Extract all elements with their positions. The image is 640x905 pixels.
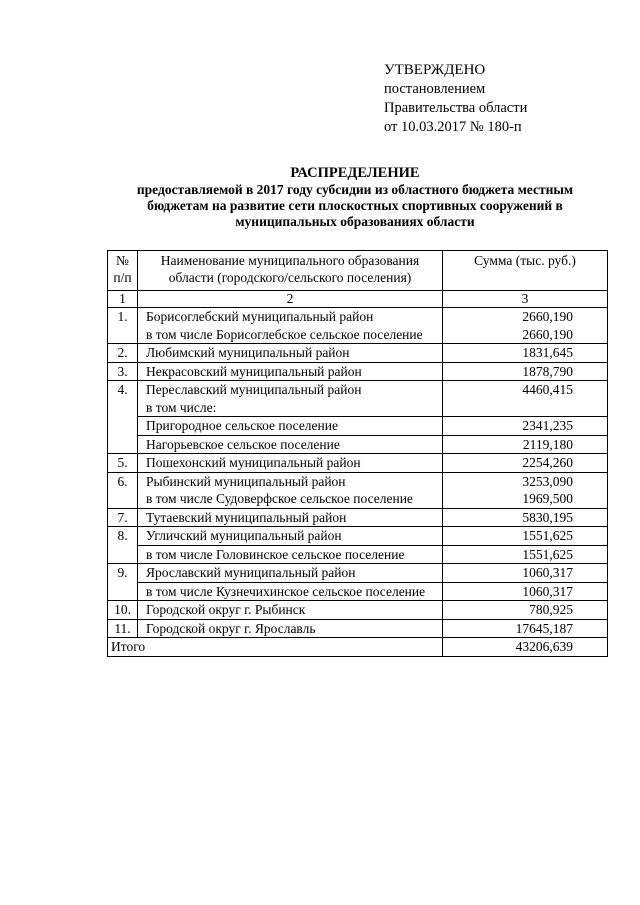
row-sum: 1878,790 <box>522 363 573 379</box>
row-name: Борисоглебский муниципальный район <box>146 309 374 324</box>
header-sum: Сумма (тыс. руб.) <box>443 251 608 291</box>
row-sum <box>443 399 573 417</box>
row-name: Тутаевский муниципальный район <box>146 509 347 525</box>
row-sum-cell <box>443 508 608 527</box>
row-sum: 1831,645 <box>522 345 573 360</box>
row-name-cell <box>138 362 443 381</box>
row-sum-cell <box>443 344 608 363</box>
row-number: 9. <box>108 564 138 601</box>
title-main: РАСПРЕДЕЛЕНИЕ <box>290 165 420 181</box>
column-number: 2 <box>138 291 443 308</box>
row-sum: 3253,090 <box>522 473 573 489</box>
row-number: 10. <box>108 601 138 620</box>
table-row <box>108 527 608 546</box>
table-row <box>108 362 608 381</box>
row-name: Переславский муниципальный район <box>146 382 362 397</box>
title-line-2: бюджетам на развитие сети плоскостных спортивных сооружений в <box>147 198 563 213</box>
subrow-sum: 1060,317 <box>443 582 608 601</box>
row-name-cell <box>138 472 443 508</box>
title-line-3: муниципальных образованиях области <box>235 214 475 229</box>
row-sum-cell <box>443 564 608 583</box>
row-sum-cell <box>443 472 608 508</box>
table-row <box>108 601 608 620</box>
row-name-cell <box>138 601 443 620</box>
total-sum: 43206,639 <box>443 638 608 657</box>
row-name-cell <box>138 508 443 527</box>
distribution-table-body <box>108 251 608 657</box>
header-name-line2: области (городского/сельского поселения) <box>168 270 412 285</box>
approval-line-2: Правительства области <box>384 100 528 116</box>
table-row <box>108 308 608 344</box>
row-sum: 5830,195 <box>522 509 573 525</box>
row-number: 5. <box>108 454 138 473</box>
table-header-row <box>108 251 608 291</box>
total-row <box>108 638 608 657</box>
row-sum: 2660,190 <box>522 326 573 342</box>
approval-line-1: постановлением <box>384 81 486 97</box>
approval-heading: УТВЕРЖДЕНО <box>384 62 486 78</box>
row-sum: 2254,260 <box>522 455 573 470</box>
row-number: 7. <box>108 508 138 527</box>
column-number: 3 <box>443 291 608 308</box>
row-number: 8. <box>108 527 138 564</box>
row-name: в том числе: <box>146 399 217 415</box>
row-name-cell <box>138 308 443 344</box>
table-row <box>108 472 608 508</box>
row-name: Городской округ г. Рыбинск <box>146 602 306 617</box>
row-sum-cell <box>443 619 608 638</box>
row-number: 3. <box>108 362 138 381</box>
row-name: в том числе Борисоглебское сельское поселение <box>146 326 423 342</box>
row-sum: 1060,317 <box>522 565 573 580</box>
row-name-cell <box>138 344 443 363</box>
subrow-sum: 2341,235 <box>443 417 608 436</box>
subrow-sum: 2119,180 <box>443 435 608 454</box>
row-name-cell <box>138 564 443 583</box>
row-name: Пошехонский муниципальный район <box>146 455 361 470</box>
header-num-line1: № <box>116 253 129 268</box>
table-subrow <box>108 435 608 454</box>
header-num <box>108 251 138 291</box>
row-sum-cell <box>443 362 608 381</box>
subrow-name: в том числе Кузнечихинское сельское поселение <box>138 582 443 601</box>
column-numbers-row <box>108 291 608 308</box>
table-subrow <box>108 545 608 564</box>
row-sum-cell <box>443 454 608 473</box>
row-name: Угличский муниципальный район <box>146 528 342 543</box>
subrow-sum: 1551,625 <box>443 545 608 564</box>
table-subrow <box>108 417 608 436</box>
row-sum: 1551,625 <box>522 528 573 543</box>
row-number: 6. <box>108 472 138 508</box>
document-title <box>100 165 610 230</box>
row-number: 4. <box>108 381 138 454</box>
distribution-table <box>107 250 608 657</box>
row-name-cell <box>138 619 443 638</box>
table-row <box>108 454 608 473</box>
title-line-1: предоставляемой в 2017 году субсидии из областного бюджета местным <box>136 182 574 197</box>
table-row <box>108 381 608 417</box>
approval-block <box>384 61 527 137</box>
approval-line-3: от 10.03.2017 № 180-п <box>384 119 522 135</box>
row-number: 11. <box>108 619 138 638</box>
row-sum-cell <box>443 527 608 546</box>
table-row <box>108 564 608 583</box>
row-number: 1. <box>108 308 138 344</box>
row-number: 2. <box>108 344 138 363</box>
table-row <box>108 344 608 363</box>
row-sum: 780,925 <box>529 602 573 617</box>
row-sum-cell <box>443 308 608 344</box>
table-subrow <box>108 582 608 601</box>
subrow-name: Пригородное сельское поселение <box>138 417 443 436</box>
header-name <box>138 251 443 291</box>
row-sum: 4460,415 <box>522 382 573 397</box>
header-num-line2: п/п <box>113 270 132 285</box>
row-name-cell <box>138 454 443 473</box>
table-row <box>108 619 608 638</box>
row-sum: 1969,500 <box>522 491 573 506</box>
total-label: Итого <box>108 638 443 657</box>
header-name-line1: Наименование муниципального образования <box>160 253 420 268</box>
row-name: Любимский муниципальный район <box>146 345 350 360</box>
column-number: 1 <box>108 291 138 308</box>
row-sum-cell <box>443 601 608 620</box>
row-name: Некрасовский муниципальный район <box>146 363 362 379</box>
row-name: Рыбинский муниципальный район <box>146 473 346 489</box>
row-sum: 17645,187 <box>515 620 573 636</box>
row-name: Ярославский муниципальный район <box>146 565 356 580</box>
row-name: Городской округ г. Ярославль <box>146 620 316 636</box>
row-name-cell <box>138 381 443 417</box>
row-sum-cell <box>443 381 608 417</box>
subrow-name: Нагорьевское сельское поселение <box>138 435 443 454</box>
row-sum: 2660,190 <box>522 309 573 324</box>
row-name-cell <box>138 527 443 546</box>
table-row <box>108 508 608 527</box>
subrow-name: в том числе Головинское сельское поселение <box>138 545 443 564</box>
row-name: в том числе Судоверфское сельское поселение <box>146 491 413 506</box>
